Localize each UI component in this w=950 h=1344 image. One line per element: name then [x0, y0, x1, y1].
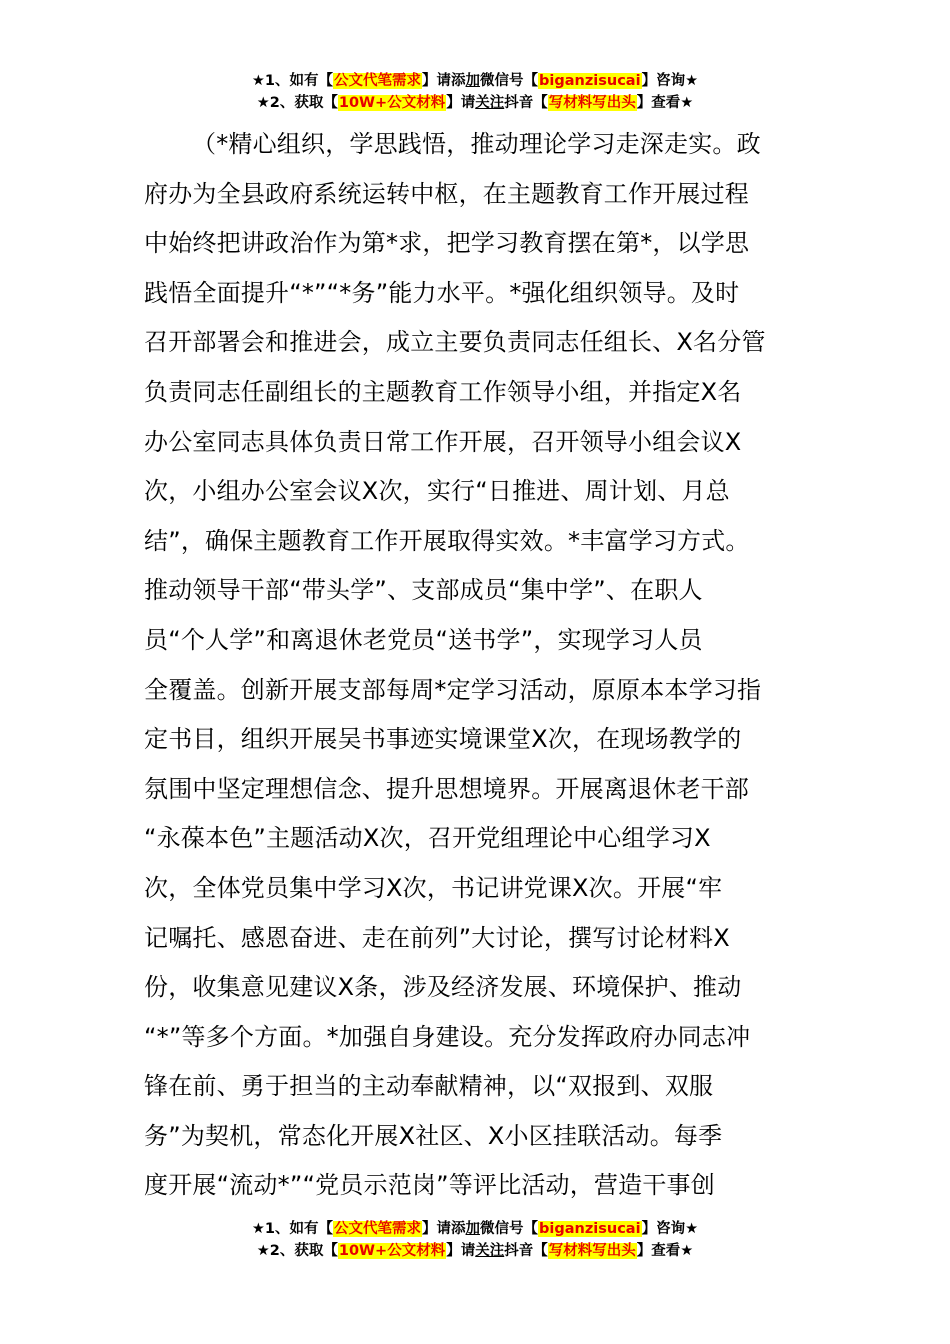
promo-line-2: ★2、获取【10W+公文材料】请关注抖音【写材料写出头】查看★: [256, 1243, 694, 1259]
paragraph-line: 负责同志任副组长的主题教育工作领导小组，并指定X名: [144, 377, 742, 406]
promo-highlight-wechat-id: biganzisucai: [539, 73, 641, 89]
paragraph-line: 定书目，组织开展吴书事迹实境课堂X次，在现场教学的: [144, 725, 742, 754]
promo-highlight-materials: 10W+公文材料: [338, 1243, 446, 1259]
paragraph-line: 中始终把讲政治作为第*求，把学习教育摆在第*，以学思: [144, 229, 750, 258]
paragraph-line: 推动领导干部“带头学”、支部成员“集中学”、在职人: [144, 576, 703, 605]
paragraph-line: 氛围中坚定理想信念、提升思想境界。开展离退休老干部: [144, 774, 749, 803]
promo-line-2: ★2、获取【10W+公文材料】请关注抖音【写材料写出头】查看★: [256, 95, 694, 111]
paragraph-line: 全覆盖。创新开展支部每周*定学习活动，原原本本学习指: [144, 675, 762, 704]
promo-highlight-service: 公文代笔需求: [334, 1221, 422, 1237]
paragraph-line: 召开部署会和推进会，成立主要负责同志任组长、X名分管: [144, 328, 766, 357]
paragraph-line: 府办为全县政府系统运转中枢，在主题教育工作开展过程: [144, 179, 749, 208]
document-paragraph: [144, 120, 808, 1211]
paragraph-line: 次，全体党员集中学习X次，书记讲党课X次。开展“牢: [144, 873, 723, 902]
header-promo-banner: [0, 70, 950, 114]
paragraph-line: 践悟全面提升“*”“*务”能力水平。*强化组织领导。及时: [144, 278, 740, 307]
paragraph-line: “永葆本色”主题活动X次，召开党组理论中心组学习X: [144, 824, 711, 853]
paragraph-line: 员“个人学”和离退休老党员“送书学”，实现学习人员: [144, 625, 703, 654]
promo-highlight-wechat-id: biganzisucai: [539, 1221, 641, 1237]
paragraph-line: 份，收集意见建议X条，涉及经济发展、环境保护、推动: [144, 973, 742, 1002]
paragraph-line: 次，小组办公室会议X次，实行“日推进、周计划、月总: [144, 477, 730, 506]
paragraph-line: 务”为契机，常态化开展X社区、X小区挂联活动。每季: [144, 1121, 723, 1150]
paragraph-line: 锋在前、勇于担当的主动奉献精神，以“双报到、双服: [144, 1072, 714, 1101]
paragraph-line: 结”，确保主题教育工作开展取得实效。*丰富学习方式。: [144, 526, 750, 555]
paragraph-line: 办公室同志具体负责日常工作开展，召开领导小组会议X: [144, 427, 742, 456]
promo-highlight-service: 公文代笔需求: [334, 73, 422, 89]
promo-highlight-douyin: 写材料写出头: [548, 95, 636, 111]
paragraph-line: 记嘱托、感恩奋进、走在前列”大讨论，撰写讨论材料X: [144, 923, 730, 952]
promo-line-1: ★1、如有【公文代笔需求】请添加微信号【biganzisucai】咨询★: [251, 1221, 699, 1237]
promo-highlight-materials: 10W+公文材料: [338, 95, 446, 111]
paragraph-line: “*”等多个方面。*加强自身建设。充分发挥政府办同志冲: [144, 1022, 751, 1051]
paragraph-line: （*精心组织，学思践悟，推动理论学习走深走实。政: [192, 130, 761, 158]
promo-line-1: ★1、如有【公文代笔需求】请添加微信号【biganzisucai】咨询★: [251, 73, 699, 89]
footer-promo-banner: [0, 1218, 950, 1262]
paragraph-line: 度开展“流动*”“党员示范岗”等评比活动，营造干事创: [144, 1171, 715, 1200]
promo-highlight-douyin: 写材料写出头: [548, 1243, 636, 1259]
